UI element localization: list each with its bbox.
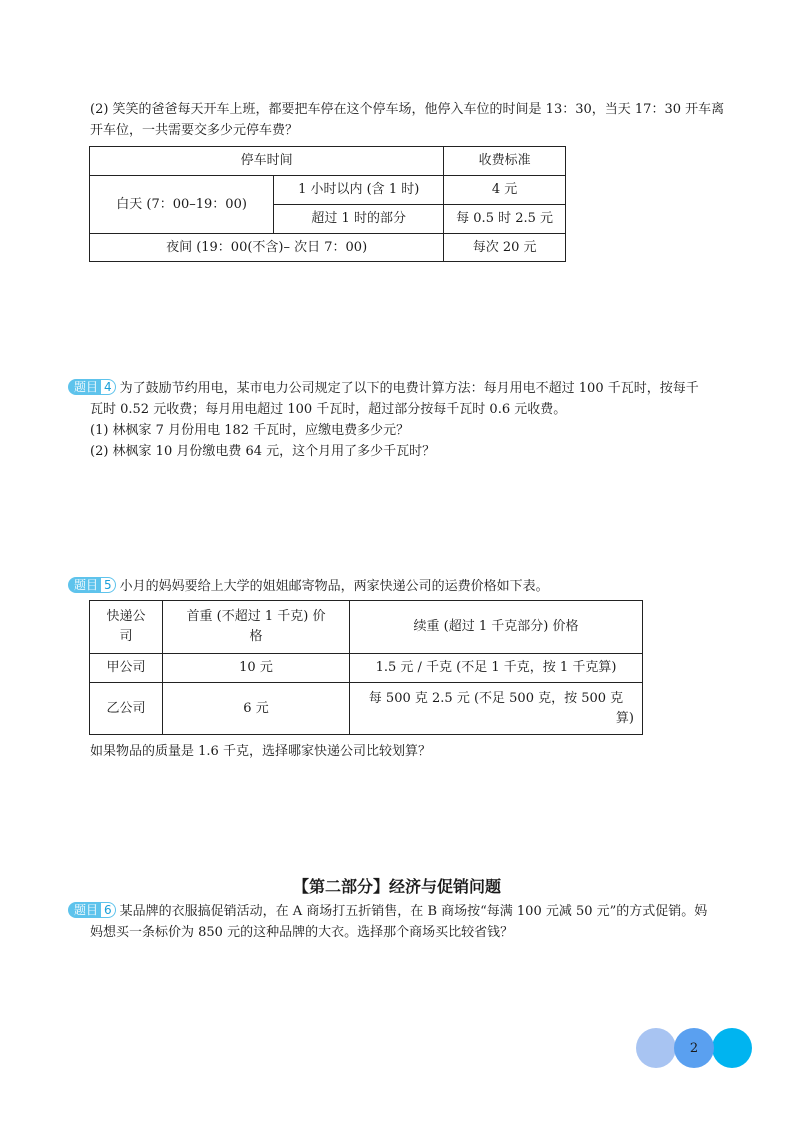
page-circle-left (636, 1028, 676, 1068)
day-label: 白天 (7：00–19：00) (90, 176, 274, 234)
question-tag-6: 题目 6 (68, 902, 116, 918)
row2-first-price: 6 元 (163, 683, 350, 735)
q4-part2: (2) 林枫家 10 月份缴电费 64 元，这个月用了多少千瓦时？ (90, 444, 436, 459)
page-number: 2 (674, 1028, 714, 1068)
night-fee: 每次 20 元 (444, 234, 566, 262)
q4-line1: 题目 4 为了鼓励节约用电，某市电力公司规定了以下的电费计算方法：每月用电不超过 100 千瓦时，按每千 (68, 379, 699, 399)
row1-company: 甲公司 (90, 654, 163, 683)
row2-company: 乙公司 (90, 683, 163, 735)
header-parking-time: 停车时间 (90, 147, 444, 176)
day-row1-fee: 4 元 (444, 176, 566, 205)
q5-line1: 题目 5 小月的妈妈要给上大学的姐姐邮寄物品，两家快递公司的运费价格如下表。 (68, 577, 549, 597)
night-label: 夜间 (19：00(不含)– 次日 7：00) (90, 234, 444, 262)
header-company: 快递公 司 (90, 601, 163, 654)
question-tag-5: 题目 5 (68, 577, 116, 593)
q6-line2: 妈想买一条标价为 850 元的这种品牌的大衣。选择那个商场买比较省钱？ (90, 925, 514, 940)
q3-part2-line2: 开车位，一共需要交多少元停车费？ (90, 123, 299, 138)
q5-question: 如果物品的质量是 1.6 千克，选择哪家快递公司比较划算？ (90, 744, 431, 759)
q3-part2-line1: (2) 笑笑的爸爸每天开车上班，都要把车停在这个停车场，他停入车位的时间是 13：30，当天 17：30 开车离 (90, 102, 725, 117)
header-extra-weight: 续重 (超过 1 千克部分) 价格 (350, 601, 643, 654)
question-tag-4: 题目 4 (68, 379, 116, 395)
header-fee-standard: 收费标准 (444, 147, 566, 176)
parking-fee-table (89, 146, 566, 262)
page-circle-right (712, 1028, 752, 1068)
q6-line1: 题目 6 某品牌的衣服搞促销活动，在 A 商场打五折销售，在 B 商场按“每满 100 元减 50 元”的方式促销。妈 (68, 902, 707, 922)
day-row2-condition: 超过 1 时的部分 (274, 205, 444, 234)
row1-first-price: 10 元 (163, 654, 350, 683)
q4-part1: (1) 林枫家 7 月份用电 182 千瓦时，应缴电费多少元？ (90, 423, 410, 438)
express-price-table (89, 600, 643, 735)
day-row2-fee: 每 0.5 时 2.5 元 (444, 205, 566, 234)
q4-line2: 瓦时 0.52 元收费；每月用电超过 100 千瓦时，超过部分按每千瓦时 0.6 元收费。 (90, 402, 567, 417)
section-title: 【第二部分】经济与促销问题 (292, 877, 501, 896)
day-row1-condition: 1 小时以内 (含 1 时) (274, 176, 444, 205)
row1-extra-price: 1.5 元 / 千克 (不足 1 千克，按 1 千克算) (350, 654, 643, 683)
header-first-weight: 首重 (不超过 1 千克) 价 格 (163, 601, 350, 654)
row2-extra-price: 每 500 克 2.5 元 (不足 500 克，按 500 克 算) (350, 683, 643, 735)
